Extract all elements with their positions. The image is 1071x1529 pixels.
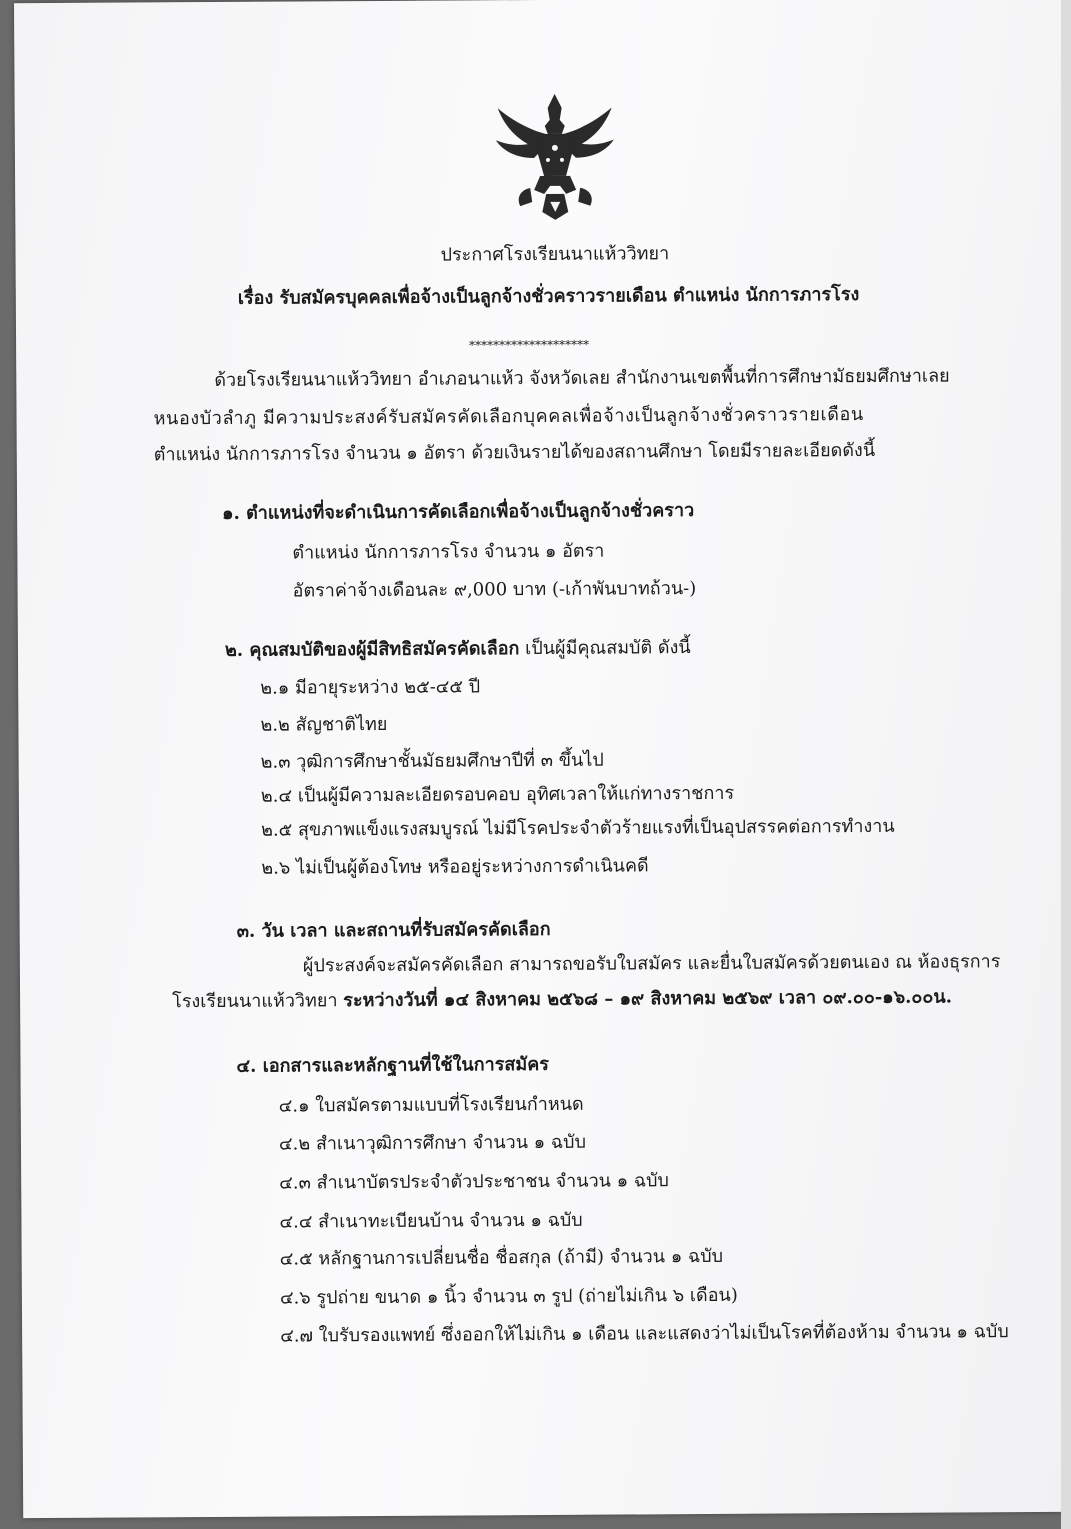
intro-line-2: หนองบัวลำภู มีความประสงค์รับสมัครคัดเลือกบุคคลเพื่อจ้างเป็นลูกจ้างชั่วคราวรายเดือน [153,404,864,430]
section-2-heading-bold: ๒. คุณสมบัติของผู้มีสิทธิสมัครคัดเลือก [224,638,520,661]
section-4-item: ๔.๕ หลักฐานการเปลี่ยนชื่อ ชื่อสกุล (ถ้ามี) จำนวน ๑ ฉบับ [279,1245,724,1270]
separator-stars: ******************** [469,337,590,353]
announcement-title: ประกาศโรงเรียนนาแห้ววิทยา [440,243,670,266]
application-period: ระหว่างวันที่ ๑๔ สิงหาคม ๒๕๖๘ – ๑๙ สิงหาคม ๒๕๖๙ เวลา ๐๙.๐๐-๑๖.๐๐น. [343,986,952,1012]
section-4-item: ๔.๓ สำเนาบัตรประจำตัวประชาชน จำนวน ๑ ฉบับ [279,1170,669,1194]
section-1-wage: อัตราค่าจ้างเดือนละ ๙,000 บาท (-เก้าพันบาทถ้วน-) [292,578,697,602]
section-2-heading-suffix: เป็นผู้มีคุณสมบัติ ดังนี้ [519,637,691,660]
section-4-item: ๔.๒ สำเนาวุฒิการศึกษา จำนวน ๑ ฉบับ [278,1131,587,1155]
document-page [14,0,1071,1518]
garuda-emblem-icon [490,90,621,223]
section-4-item: ๔.๗ ใบรับรองแพทย์ ซึ่งออกให้ไม่เกิน ๑ เดือน และแสดงว่าไม่เป็นโรคที่ต้องห้าม จำนวน ๑ ฉบับ [280,1321,1009,1347]
section-3-line-1: ผู้ประสงค์จะสมัครคัดเลือก สามารถขอรับใบสมัคร และยื่นใบสมัครด้วยตนเอง ณ ห้องธุรการ [302,951,1001,977]
section-2-item: ๒.๑ มีอายุระหว่าง ๒๕-๔๕ ปี [260,676,481,699]
section-1-heading: ๑. ตำแหน่งที่จะดำเนินการคัดเลือกเพื่อจ้างเป็นลูกจ้างชั่วคราว [222,500,695,524]
section-2-heading [225,636,691,663]
section-2-item: ๒.๒ สัญชาติไทย [260,713,388,736]
section-3-line-2-prefix: โรงเรียนนาแห้ววิทยา [172,990,344,1013]
section-4-item: ๔.๔ สำเนาทะเบียนบ้าน จำนวน ๑ ฉบับ [279,1209,583,1233]
intro-line-3: ตำแหน่ง นักการภารโรง จำนวน ๑ อัตรา ด้วยเงินรายได้ของสถานศึกษา โดยมีรายละเอียดดังนี้ [153,439,876,466]
section-1-position: ตำแหน่ง นักการภารโรง จำนวน ๑ อัตรา [292,540,605,564]
section-3-line-2 [172,985,952,1014]
section-2-item: ๒.๔ เป็นผู้มีความละเอียดรอบคอบ อุทิศเวลาให้แก่ทางราชการ [260,782,735,807]
section-4-item: ๔.๖ รูปถ่าย ขนาด ๑ นิ้ว จำนวน ๓ รูป (ถ่ายไม่เกิน ๖ เดือน) [279,1284,738,1309]
section-4-item: ๔.๑ ใบสมัครตามแบบที่โรงเรียนกำหนด [278,1093,584,1117]
section-2-item: ๒.๖ ไม่เป็นผู้ต้องโทษ หรืออยู่ระหว่างการดำเนินคดี [261,855,649,879]
paper-edge [1061,0,1071,1529]
section-4-heading: ๔. เอกสารและหลักฐานที่ใช้ในการสมัคร [236,1053,549,1077]
section-2-item: ๒.๓ วุฒิการศึกษาชั้นมัธยมศึกษาปีที่ ๓ ขึ้นไป [260,749,604,773]
section-3-heading: ๓. วัน เวลา และสถานที่รับสมัครคัดเลือก [236,918,551,942]
announcement-subject: เรื่อง รับสมัครบุคคลเพื่อจ้างเป็นลูกจ้างชั่วคราวรายเดือน ตำแหน่ง นักการภารโรง [237,284,860,309]
section-2-item: ๒.๕ สุขภาพแข็งแรงสมบูรณ์ ไม่มีโรคประจำตัวร้ายแรงที่เป็นอุปสรรคต่อการทำงาน [261,815,895,841]
intro-line-1: ด้วยโรงเรียนนาแห้ววิทยา อำเภอนาแห้ว จังหวัดเลย สำนักงานเขตพื้นที่การศึกษามัธยมศึกษาเลย [214,365,950,391]
